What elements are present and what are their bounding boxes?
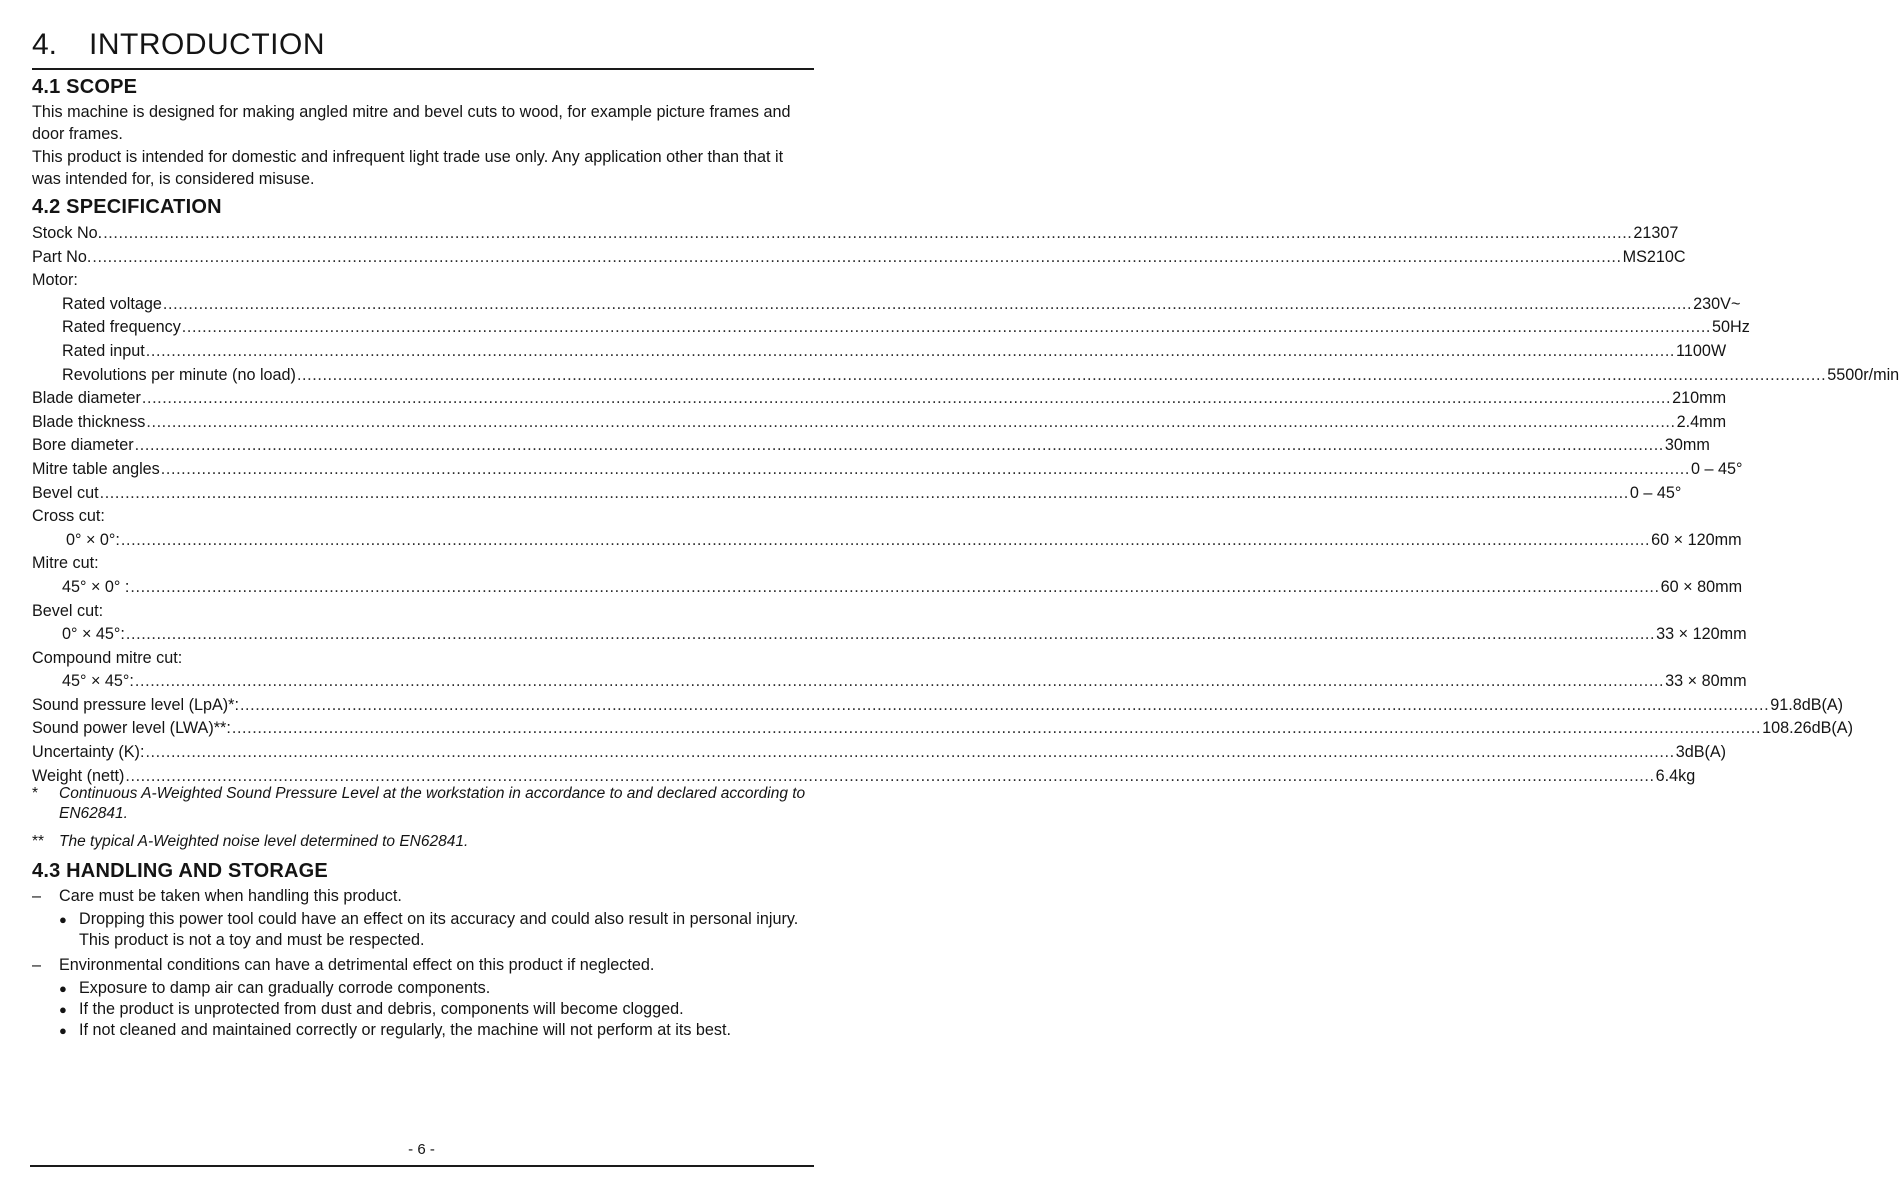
spec-value: 108.26dB(A) (1762, 719, 1853, 738)
section-heading-scope: 4.1 SCOPE (32, 76, 138, 98)
spec-value: 0 – 45° (1629, 483, 1682, 502)
chapter-title: INTRODUCTION (89, 28, 325, 61)
chapter-number: 4. (32, 28, 58, 61)
section-heading-handling: 4.3 HANDLING AND STORAGE (32, 860, 328, 882)
spec-value: 210mm (1672, 389, 1727, 408)
handling-dash-item (32, 886, 812, 907)
spec-row-mitre-cut-45x0 (32, 576, 1743, 600)
page-number: - 6 - (408, 1141, 435, 1158)
spec-row-rated-voltage (32, 293, 1741, 317)
spec-value: MS210C (1622, 247, 1686, 266)
dot-leader: ............................................................................................................................................................................................................................................................................................................ (296, 365, 1827, 384)
dot-leader: ............................................................................................................................................................................................................................................................................................................ (92, 247, 1622, 266)
dot-leader: ............................................................................................................................................................................................................................................................................................................ (146, 412, 1676, 431)
spec-value: 3dB(A) (1675, 743, 1727, 762)
spec-label: Blade diameter (32, 389, 141, 408)
bullet-marker: ● (59, 1023, 67, 1038)
spec-group-mitre-cut (32, 552, 812, 576)
spec-label: Sound pressure level (LpA)*: (32, 695, 239, 714)
spec-label: Bevel cut (32, 483, 99, 502)
footnote-text: The typical A-Weighted noise level determined to EN62841. (59, 833, 469, 850)
bullet-marker: ● (59, 981, 67, 996)
spec-value: 91.8dB(A) (1770, 695, 1844, 714)
scope-paragraph-2: This product is intended for domestic and infrequent light trade use only. Any application other than that it was intended for, is considered misuse. (32, 148, 784, 188)
spec-row-bevel-cut-0x45 (32, 623, 1747, 647)
spec-row-compound-45x45 (32, 670, 1747, 694)
spec-value: 33 × 120mm (1656, 625, 1747, 644)
spec-value: 230V~ (1693, 294, 1741, 313)
spec-value: 2.4mm (1676, 412, 1727, 431)
bullet-marker: ● (59, 1002, 67, 1017)
dash-marker: – (32, 956, 42, 974)
spec-group-cross-cut (32, 505, 812, 529)
handling-bullet-item (32, 909, 812, 951)
spec-label: Revolutions per minute (no load) (62, 365, 296, 384)
footnote-single-asterisk (32, 784, 812, 824)
spec-value: 50Hz (1712, 318, 1750, 337)
spec-label: Uncertainty (K): (32, 743, 145, 762)
handling-text: If not cleaned and maintained correctly or regularly, the machine will not perform at its best. (79, 1021, 732, 1039)
spec-value: 60 × 80mm (1660, 577, 1743, 596)
dot-leader: ............................................................................................................................................................................................................................................................................................................ (141, 389, 1672, 408)
spec-value: 0 – 45° (1691, 459, 1743, 478)
spec-row-bevel-cut-range (32, 482, 1682, 506)
spec-label: Weight (nett) (32, 766, 125, 785)
spec-value: 6.4kg (1655, 766, 1696, 785)
dot-leader: ............................................................................................................................................................................................................................................................................................................ (145, 743, 1675, 762)
dot-leader: ............................................................................................................................................................................................................................................................................................................ (239, 695, 1770, 714)
spec-label: Rated input (62, 341, 145, 360)
dot-leader: ............................................................................................................................................................................................................................................................................................................ (134, 672, 1665, 691)
spec-label: Sound power level (LWA)**: (32, 719, 231, 738)
handling-list (32, 886, 812, 1041)
handling-dash-item (32, 955, 812, 976)
spec-row-sound-power (32, 717, 1853, 741)
footnote-text: Continuous A-Weighted Sound Pressure Level at the workstation in accordance to and declared according to EN62841. (59, 785, 806, 822)
spec-label: Mitre table angles (32, 459, 160, 478)
handling-text: Exposure to damp air can gradually corrode components. (79, 979, 491, 997)
dot-leader: ............................................................................................................................................................................................................................................................................................................ (130, 577, 1660, 596)
spec-group-label: Bevel cut: (32, 601, 104, 620)
spec-value: 33 × 80mm (1665, 672, 1747, 691)
handling-text: If the product is unprotected from dust and debris, components will become clogged. (79, 1000, 684, 1018)
spec-row-blade-thickness (32, 411, 1727, 435)
spec-value: 21307 (1633, 224, 1679, 242)
dot-leader: ............................................................................................................................................................................................................................................................................................................ (99, 483, 1629, 502)
footer-divider (30, 1165, 814, 1167)
spec-value: 5500r/min (1827, 365, 1899, 384)
chapter-header (32, 26, 814, 70)
spec-row-rated-frequency (32, 316, 1750, 340)
spec-label: 45° × 45°: (62, 672, 134, 691)
dot-leader: ............................................................................................................................................................................................................................................................................................................ (125, 766, 1655, 785)
spec-label: 45° × 0° : (62, 577, 130, 596)
spec-row-revolutions (32, 364, 1899, 388)
scope-paragraph-1: This machine is designed for making angled mitre and bevel cuts to wood, for example picture frames and door frames. (32, 103, 791, 143)
spec-group-motor (32, 269, 812, 293)
spec-label: Rated voltage (62, 294, 162, 313)
spec-label: Part No. (32, 247, 92, 266)
dash-marker: – (32, 887, 42, 905)
spec-label: Stock No. (32, 224, 103, 242)
dot-leader: ............................................................................................................................................................................................................................................................................................................ (103, 224, 1633, 242)
footnote-marker: * (32, 785, 39, 802)
spec-group-label: Motor: (32, 271, 78, 290)
dot-leader: ............................................................................................................................................................................................................................................................................................................ (231, 719, 1762, 738)
spec-label: 0° × 45°: (62, 625, 125, 644)
dot-leader: ............................................................................................................................................................................................................................................................................................................ (120, 530, 1651, 549)
spec-group-label: Mitre cut: (32, 554, 99, 573)
spec-group-label: Cross cut: (32, 507, 105, 526)
dot-leader: ............................................................................................................................................................................................................................................................................................................ (134, 436, 1664, 455)
spec-value: 30mm (1664, 436, 1710, 455)
spec-label: Rated frequency (62, 318, 181, 337)
handling-text: Environmental conditions can have a detrimental effect on this product if neglected. (59, 956, 655, 974)
spec-row-sound-pressure (32, 694, 1844, 718)
spec-row-cross-cut-0x0 (32, 529, 1742, 553)
spec-row-stock-no (32, 222, 1679, 246)
handling-bullet-item (32, 999, 812, 1020)
footnote-double-asterisk (32, 832, 812, 852)
footnote-marker: ** (32, 833, 45, 850)
spec-row-bore-diameter (32, 434, 1710, 458)
spec-value: 60 × 120mm (1651, 530, 1742, 549)
dot-leader: ............................................................................................................................................................................................................................................................................................................ (145, 341, 1676, 360)
spec-row-rated-input (32, 340, 1727, 364)
specification-table (32, 222, 1899, 788)
dot-leader: ............................................................................................................................................................................................................................................................................................................ (125, 625, 1656, 644)
section-heading-specification: 4.2 SPECIFICATION (32, 196, 222, 218)
spec-row-blade-diameter (32, 387, 1727, 411)
handling-bullet-item (32, 978, 812, 999)
specification-notes (32, 784, 812, 860)
dot-leader: ............................................................................................................................................................................................................................................................................................................ (162, 294, 1693, 313)
handling-text: Care must be taken when handling this product. (59, 887, 402, 905)
handling-bullet-item (32, 1020, 812, 1041)
spec-row-part-no (32, 246, 1686, 270)
spec-label: 0° × 0°: (66, 530, 120, 549)
spec-label: Bore diameter (32, 436, 134, 455)
spec-label: Blade thickness (32, 412, 146, 431)
spec-row-uncertainty (32, 741, 1727, 765)
spec-row-mitre-table-angles (32, 458, 1743, 482)
spec-group-compound-mitre-cut (32, 647, 812, 671)
dot-leader: ............................................................................................................................................................................................................................................................................................................ (160, 459, 1691, 478)
dot-leader: ............................................................................................................................................................................................................................................................................................................ (181, 318, 1712, 337)
spec-value: 1100W (1676, 341, 1727, 360)
spec-group-label: Compound mitre cut: (32, 648, 183, 667)
spec-group-bevel-cut (32, 600, 812, 624)
handling-text: Dropping this power tool could have an effect on its accuracy and could also result in personal injury. This product is not a toy and must be respected. (79, 910, 799, 949)
bullet-marker: ● (59, 912, 67, 927)
